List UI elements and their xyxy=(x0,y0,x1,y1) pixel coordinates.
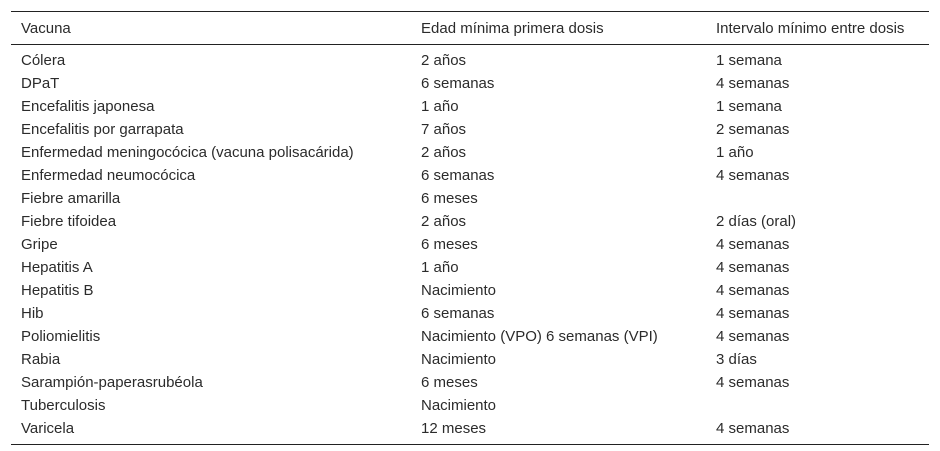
table-row xyxy=(11,279,929,302)
table-body xyxy=(11,45,929,445)
cell-vacuna: Enfermedad neumocócica xyxy=(21,167,196,184)
cell-vacuna: Fiebre amarilla xyxy=(21,190,121,207)
cell-intervalo-minimo xyxy=(706,187,929,210)
cell-vacuna: Varicela xyxy=(21,420,75,437)
table-row xyxy=(11,325,929,348)
cell-intervalo-minimo: 4 semanas xyxy=(716,75,790,92)
cell-edad-minima: 6 semanas xyxy=(421,305,495,322)
cell-vacuna: DPaT xyxy=(21,75,60,92)
cell-intervalo-minimo: 4 semanas xyxy=(716,167,790,184)
cell-intervalo-minimo: 1 año xyxy=(716,144,754,161)
header-edad-minima: Edad mínima primera dosis xyxy=(421,19,604,37)
table-row xyxy=(11,187,929,210)
cell-vacuna: Encefalitis japonesa xyxy=(21,98,155,115)
table-row xyxy=(11,417,929,445)
cell-vacuna: Sarampión-paperasrubéola xyxy=(21,374,203,391)
cell-edad-minima: 1 año xyxy=(421,98,459,115)
cell-vacuna: Poliomielitis xyxy=(21,328,101,345)
cell-edad-minima: 6 meses xyxy=(421,236,478,253)
cell-vacuna: Rabia xyxy=(21,351,61,368)
cell-vacuna: Hib xyxy=(21,305,44,322)
table-row xyxy=(11,45,929,73)
cell-edad-minima: 2 años xyxy=(421,144,467,161)
cell-edad-minima: 2 años xyxy=(421,52,467,69)
cell-edad-minima: 12 meses xyxy=(421,420,487,437)
cell-vacuna: Encefalitis por garrapata xyxy=(21,121,184,138)
table-row xyxy=(11,164,929,187)
cell-edad-minima: 2 años xyxy=(421,213,467,230)
cell-intervalo-minimo: 1 semana xyxy=(716,52,782,69)
table-row xyxy=(11,371,929,394)
table-row xyxy=(11,95,929,118)
table-row xyxy=(11,348,929,371)
cell-edad-minima: 6 meses xyxy=(421,374,478,391)
cell-edad-minima: 6 meses xyxy=(421,190,478,207)
cell-intervalo-minimo: 2 días (oral) xyxy=(716,213,797,230)
table-row xyxy=(11,118,929,141)
vaccine-table xyxy=(11,11,929,445)
table-row xyxy=(11,302,929,325)
cell-vacuna: Enfermedad meningocócica (vacuna polisacárida) xyxy=(21,144,354,161)
cell-vacuna: Cólera xyxy=(21,52,66,69)
cell-intervalo-minimo: 4 semanas xyxy=(716,236,790,253)
cell-intervalo-minimo xyxy=(706,394,929,417)
table-row xyxy=(11,141,929,164)
cell-intervalo-minimo: 4 semanas xyxy=(716,420,790,437)
cell-vacuna: Fiebre tifoidea xyxy=(21,213,117,230)
table-row xyxy=(11,256,929,279)
header-intervalo-minimo: Intervalo mínimo entre dosis xyxy=(716,19,905,37)
cell-intervalo-minimo: 4 semanas xyxy=(716,282,790,299)
cell-edad-minima: Nacimiento (VPO) 6 semanas (VPI) xyxy=(421,328,658,345)
cell-vacuna: Hepatitis A xyxy=(21,259,93,276)
table-header xyxy=(11,12,929,45)
cell-vacuna: Gripe xyxy=(21,236,58,253)
table-row xyxy=(11,394,929,417)
cell-intervalo-minimo: 2 semanas xyxy=(716,121,790,138)
header-row xyxy=(11,12,929,45)
table-row xyxy=(11,72,929,95)
cell-edad-minima: 6 semanas xyxy=(421,167,495,184)
cell-intervalo-minimo: 4 semanas xyxy=(716,328,790,345)
cell-vacuna: Hepatitis B xyxy=(21,282,94,299)
cell-intervalo-minimo: 4 semanas xyxy=(716,305,790,322)
cell-edad-minima: Nacimiento xyxy=(421,282,497,299)
cell-intervalo-minimo: 4 semanas xyxy=(716,374,790,391)
cell-intervalo-minimo: 1 semana xyxy=(716,98,782,115)
cell-edad-minima: 7 años xyxy=(421,121,467,138)
cell-intervalo-minimo: 3 días xyxy=(716,351,757,368)
table-row xyxy=(11,233,929,256)
cell-edad-minima: 1 año xyxy=(421,259,459,276)
cell-edad-minima: Nacimiento xyxy=(421,397,497,414)
table-row xyxy=(11,210,929,233)
cell-vacuna: Tuberculosis xyxy=(21,397,106,414)
cell-edad-minima: Nacimiento xyxy=(421,351,497,368)
cell-edad-minima: 6 semanas xyxy=(421,75,495,92)
header-vacuna: Vacuna xyxy=(21,19,71,37)
cell-intervalo-minimo: 4 semanas xyxy=(716,259,790,276)
vaccine-table-container xyxy=(11,11,929,445)
